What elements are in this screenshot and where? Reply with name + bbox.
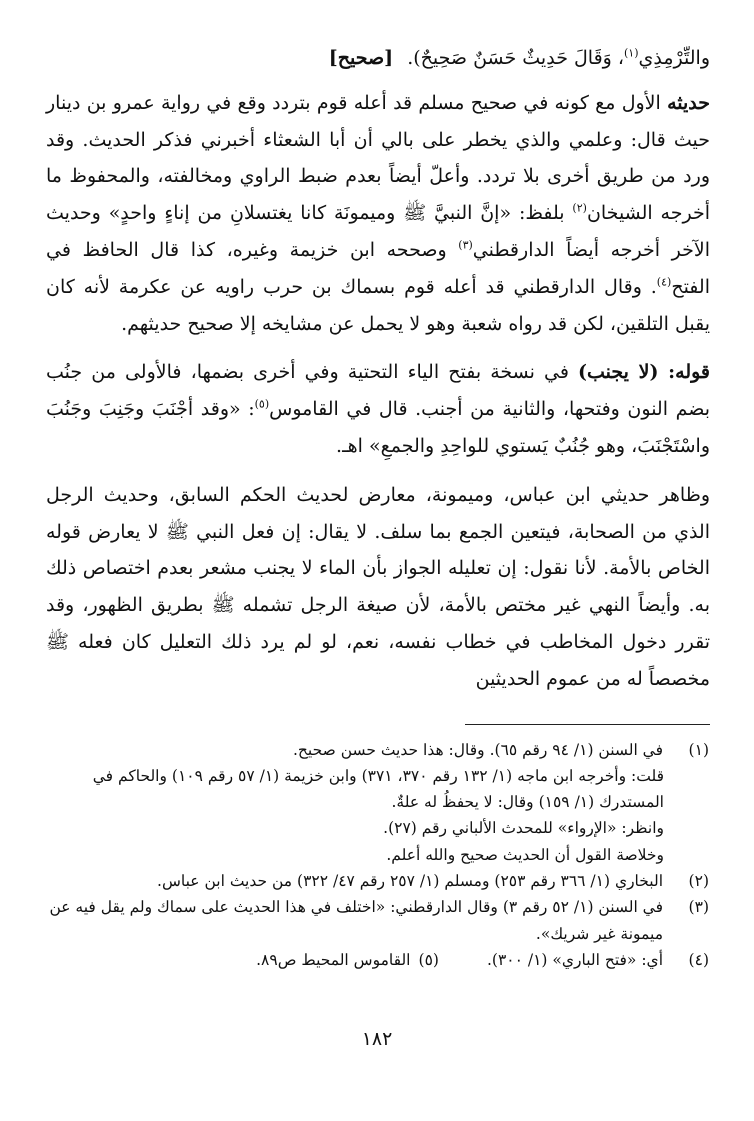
hadith-end-line [46, 40, 710, 77]
paragraph-text: في نسخة بفتح الياء التحتية وفي أخرى بضمها، فالأولى من جنُب بضم النون وفتحها، والثانية من أجنب. قال في القاموس [46, 361, 710, 421]
footnote-ref-5: (٥) [254, 397, 270, 411]
paragraph-hadith-commentary [46, 85, 710, 343]
footnote-ref-4: (٤) [656, 275, 672, 289]
footnote-number: (٥) [418, 950, 439, 969]
footnote-ref-3: (٣) [458, 238, 473, 252]
footnotes-4-5 [46, 947, 710, 973]
footnote-ref-2: (٢) [572, 201, 587, 215]
footnote-text: القاموس المحيط ص٨٩. [256, 950, 411, 969]
footnote-text: وانظر: «الإرواء» للمحدث الألباني رقم (٢٧). [383, 819, 664, 838]
footnote-text: قلت: وأخرجه ابن ماجه (١/ ١٣٢ رقم ٣٧٠، ٣٧١) وابن خزيمة (١/ ٥٧ رقم ١٠٩) والحاكم في المستدرك (١/ ١٥٩) وقال: لا يحفظُ له علةٌ. [92, 766, 664, 812]
footnote-3 [46, 894, 710, 947]
paragraph-la-yujnib [46, 354, 710, 464]
main-text [46, 40, 710, 698]
paragraph-text: وصححه ابن خزيمة وغيره، كذا قال الحافظ في الفتح [46, 238, 710, 298]
footnote-number: (٣) [688, 898, 709, 917]
footnote-text: وخلاصة القول أن الحديث صحيح والله أعلم. [386, 845, 664, 864]
footnote-text: في السنن (١/ ٥٢ رقم ٣) وقال الدارقطني: «اختلف في هذا الحديث على سماك ولم يقل فيه عن ميمونة غير شريك». [49, 898, 663, 943]
paragraph-lead-word: حديثه [667, 91, 710, 114]
footnote-text: البخاري (١/ ٣٦٦ رقم ٢٥٣) ومسلم (١/ ٢٥٧ رقم ٤٧/ ٣٢٢) من حديث ابن عباس. [157, 872, 663, 891]
footnote-text: في السنن (١/ ٩٤ رقم ٦٥). وقال: هذا حديث حسن صحيح. [293, 740, 663, 759]
tirmidhi-text: والتِّرْمِذِي [638, 47, 710, 69]
paragraph-lead-word: قوله: (لا يجنب) [578, 361, 711, 384]
footnote-number: (٢) [688, 872, 709, 891]
paragraph-reconciliation: وظاهر حديثي ابن عباس، وميمونة، معارض لحديث الحكم السابق، وحديث الرجل الذي من الصحابة، فيتعين الجمع بما سلف. لا يقال: إن فعل النبي ﷺ لا يعارض قوله الخاص بالأمة. لأنا نقول: إن تعليله الجواز بأن الماء لا يجنب مشعر بعدم اختصاص ذلك به. وأيضاً النهي غير مختص بالأمة، لأن صيغة الرجل تشمله ﷺ بطريق الظهور، وقد تقرر دخول المخاطب في خطاب نفسه، نعم، لو لم يرد ذلك التعليل كان فعله ﷺ مخصصاً له من عموم الحديثين [46, 483, 710, 690]
footnote-text: أي: «فتح الباري» (١/ ٣٠٠). [486, 950, 663, 969]
hadith-grade-quote: ، وَقَالَ حَدِيثٌ حَسَنٌ صَحِيحٌ). [407, 47, 624, 69]
footnote-ref-1: (١) [624, 46, 639, 60]
page-number: ١٨٢ [361, 1028, 393, 1050]
footnote-number: (١) [688, 740, 709, 759]
paragraph-text: : «وقد أجْنَبَ وجَنِبَ وجَنُبَ واسْتَجْنَبَ، وهو جُنُبٌ يَستوي للواحِدِ والجمعِ» اهـ. [46, 398, 710, 457]
paragraph-text: بلفظ: «إنَّ النبيَّ ﷺ وميمونَة كانا يغتسلانِ من إناءٍ واحدٍ» وحديث الآخر أخرجه أيضاً الدارقطني [46, 202, 710, 261]
footnote-2 [46, 868, 710, 894]
footnote-gap [439, 947, 487, 973]
paragraph-text: الأول مع كونه في صحيح مسلم قد أعله قوم بتردد وقع في رواية عمرو بن دينار حيث قال: وعلمي والذي يخطر على بالي أن أبا الشعثاء أخبرني فذكر الحديث. وقد ورد من طريق أخرى بلا تردد. وأعلّ أيضاً بعدم ضبط الراوي ومخالفته، والمحفوظ ما أخرجه الشيخان [46, 91, 710, 225]
footnote-separator [465, 724, 710, 725]
footnote-number: (٤) [688, 950, 709, 969]
paragraph-text: . وقال الدارقطني قد أعله قوم بسماك بن حرب راويه عن عكرمة لأنه كان يقبل التلقين، لكن قد رواه شعبة وهو لا يحمل عن مشايخه إلا صحيح حديثهم. [46, 275, 710, 335]
footnotes [46, 737, 710, 974]
grade-label: [صحيح] [328, 47, 394, 69]
footnote-1 [46, 737, 710, 763]
